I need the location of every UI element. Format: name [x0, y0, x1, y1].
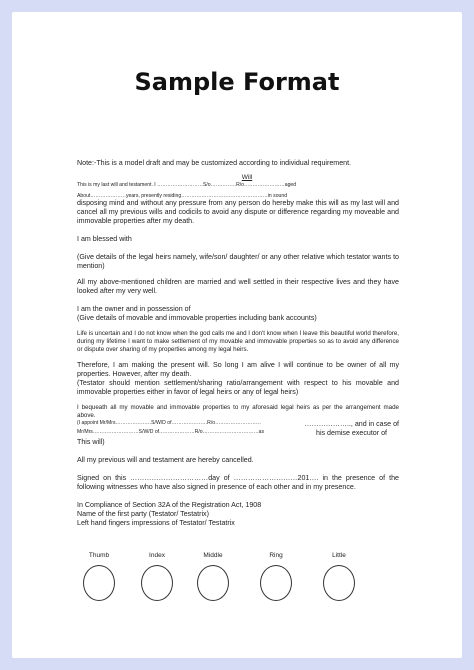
testament-line: This is my last will and testament. I ………………………S/o……………R/o……………………aged	[77, 182, 297, 188]
life-uncertain-paragraph: Life is uncertain and I do not know when the god calls me and I don't know when I leave this beautiful world therefore, during my lifetime I want to make settlement of my movable and immovable properties so as to avoid any difference or dispute over sharing of my properties among my legal heirs.	[77, 330, 399, 354]
finger-label-middle: Middle	[203, 552, 223, 559]
middle-impression-circle	[197, 565, 229, 601]
appoint-row-2	[77, 429, 399, 438]
finger-middle	[193, 552, 233, 601]
disposing-paragraph: disposing mind and without any pressure from any person do hereby make this will as my last will and cancel all my previous wills and codicils to avoid any dispute or difference regarding my moveable and immovable properties after my death.	[77, 199, 399, 226]
ring-impression-circle	[260, 565, 292, 601]
finger-ring	[256, 552, 296, 601]
document-page	[12, 12, 462, 658]
finger-little	[319, 552, 359, 601]
appoint-line-1-right: ……………….., and in case of	[304, 420, 399, 429]
left-hand-text: Left hand fingers impressions of Testator/ Testatrix	[77, 519, 235, 528]
finger-index	[137, 552, 177, 601]
first-party-text: Name of the first party (Testator/ Testatrix)	[77, 510, 209, 519]
note-text: Note:-This is a model draft and may be customized according to individual requirement.	[77, 159, 352, 167]
owner-text: I am the owner and in possession of	[77, 305, 191, 314]
thumb-impression-circle	[83, 565, 115, 601]
finger-label-little: Little	[332, 552, 346, 559]
finger-label-index: Index	[149, 552, 165, 559]
compliance-text: In Compliance of Section 32A of the Registration Act, 1908	[77, 501, 262, 510]
will-heading: Will	[241, 174, 253, 181]
making-will-paragraph: Therefore, I am making the present will. So long I am alive I will continue to be owner of all my properties. However, after my death.	[77, 361, 399, 379]
bequeath-paragraph: I bequeath all my movable and immovable properties to my aforesaid legal heirs as per the arrangement made above.	[77, 404, 399, 420]
appoint-line-2: Mr/Mrs………………………S/W/D of…………………R/o……………………………as	[77, 429, 265, 436]
finger-label-ring: Ring	[269, 552, 283, 559]
appoint-line-1: (I appoint Mr/Mrs…………………S/W/D of…………………R/o………………………	[77, 420, 261, 427]
index-impression-circle	[141, 565, 173, 601]
appoint-line-2-right: his demise executor of	[316, 429, 387, 438]
little-impression-circle	[323, 565, 355, 601]
testator-mention-text: (Testator should mention settlement/sharing ratio/arrangement with respect to his movable and immovable properties either in favor of legal heirs or any of legal heirs)	[77, 379, 399, 397]
residing-line: About…………………years, presently residing……………………………………………in sound	[77, 192, 288, 199]
signed-paragraph: Signed on this ……………………………day of ………………………201…. in the presence of the following witnesses who have also signed in presence of each other and in my presence.	[77, 474, 399, 492]
finger-impressions	[77, 552, 397, 612]
blessed-text: I am blessed with	[77, 235, 132, 244]
document-title: Sample Format	[134, 68, 340, 96]
cancelled-text: All my previous will and testament are hereby cancelled.	[77, 456, 254, 465]
property-details-text: (Give details of movable and immovable properties including bank accounts)	[77, 314, 317, 323]
document-body	[77, 159, 399, 528]
this-will-text: This will)	[77, 438, 105, 447]
heirs-details-text: (Give details of the legal heirs namely, wife/son/ daughter/ or any other relative which testator wants to mention)	[77, 253, 399, 271]
appoint-row-1	[77, 420, 399, 429]
finger-label-thumb: Thumb	[88, 552, 110, 559]
children-paragraph: All my above-mentioned children are married and well settled in their respective lives and they have looked after my very well.	[77, 278, 399, 296]
finger-thumb	[79, 552, 119, 601]
